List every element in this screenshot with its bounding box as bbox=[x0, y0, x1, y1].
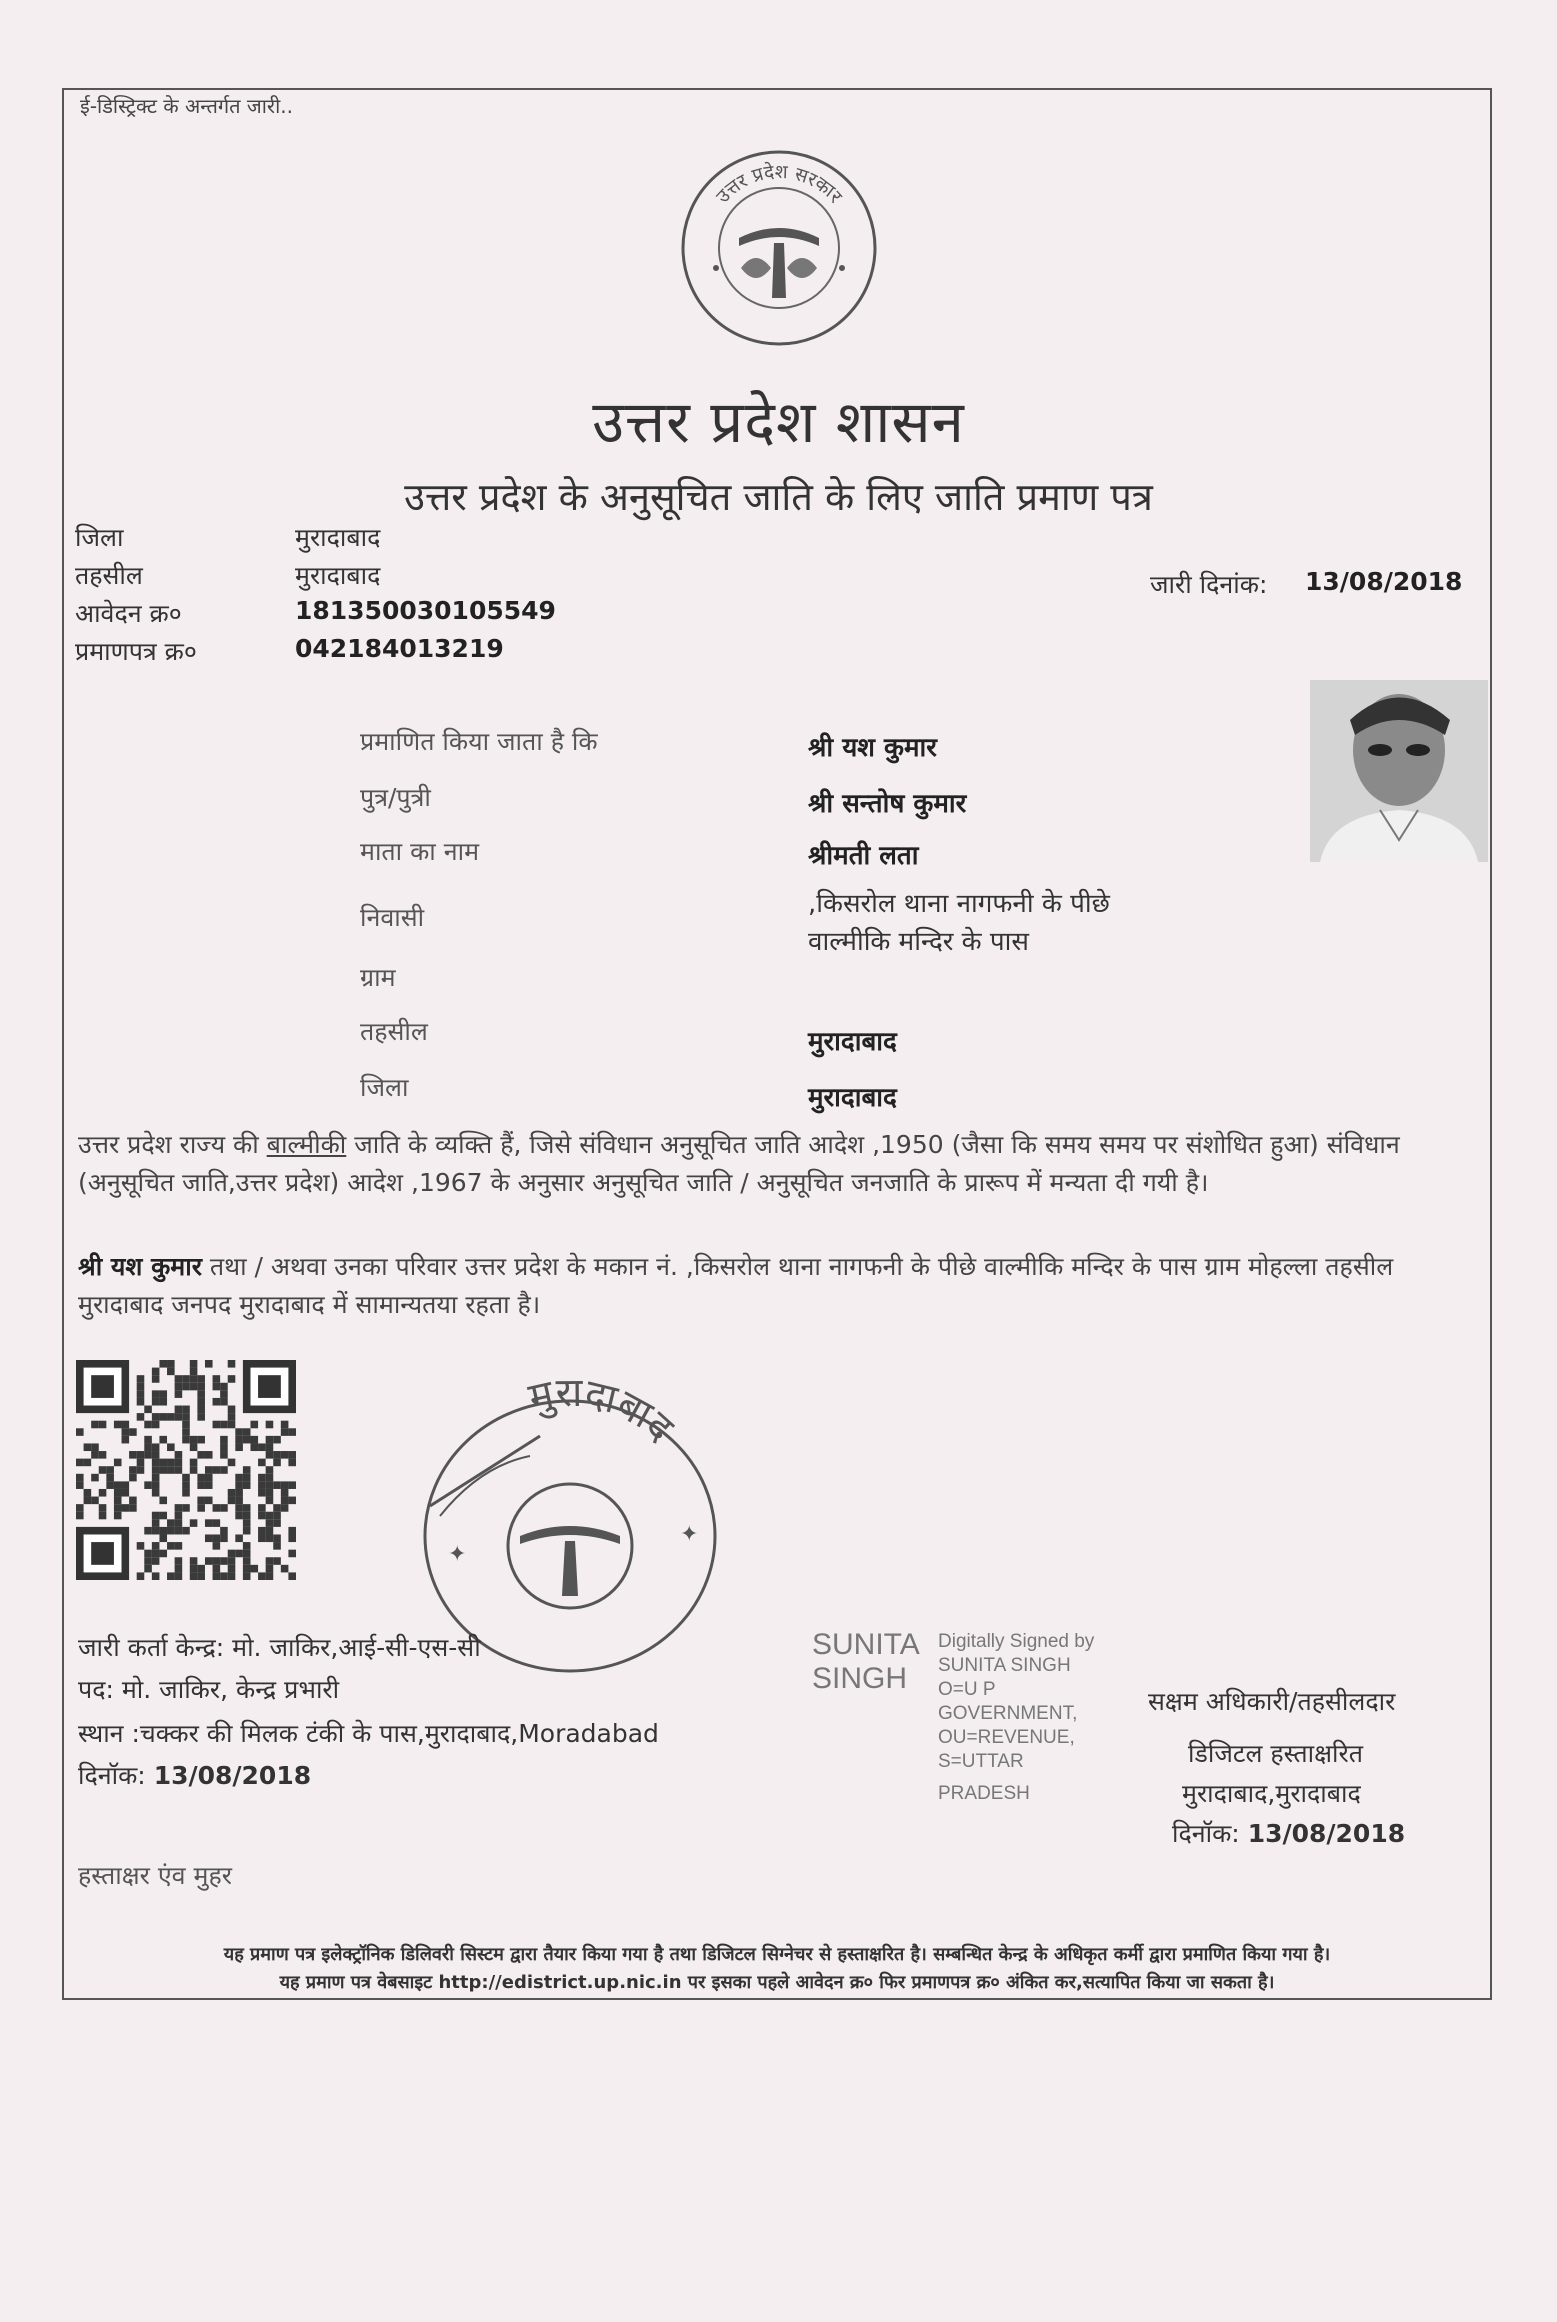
certificate-subtitle: उत्तर प्रदेश के अनुसूचित जाति के लिए जाति प्रमाण पत्र bbox=[404, 475, 1153, 519]
child-of-label: पुत्र/पुत्री bbox=[360, 783, 431, 812]
signer-name-line1: SUNITA bbox=[812, 1628, 920, 1661]
authority-place: मुरादाबाद,मुरादाबाद bbox=[1182, 1779, 1361, 1808]
applicant-name: श्री यश कुमार bbox=[808, 733, 937, 763]
svg-text:मुरादाबाद bbox=[525, 1376, 683, 1452]
footer-line2: यह प्रमाण पत्र वेबसाइट http://edistrict.up.nic.in पर इसका पहले आवेदन क्र० फिर प्रमाणपत्र क्र० अंकित कर,सत्यापित किया जा सकता है। bbox=[279, 1972, 1275, 1993]
resident-label: निवासी bbox=[360, 903, 425, 932]
field-tehsil-value: मुरादाबाद bbox=[808, 1027, 897, 1057]
resident-address-line2: वाल्मीकि मन्दिर के पास bbox=[808, 927, 1029, 957]
signer-name bbox=[812, 1628, 920, 1696]
issuer-place-label: स्थान : bbox=[78, 1719, 140, 1748]
resident-address-line1: ,किसरोल थाना नागफनी के पीछे bbox=[808, 889, 1110, 919]
page-title: उत्तर प्रदेश शासन bbox=[592, 388, 965, 456]
issuer-place bbox=[78, 1716, 659, 1750]
issuer-center-value: मो. जाकिर,आई-सी-एस-सी bbox=[232, 1633, 481, 1662]
state-emblem-seal bbox=[676, 148, 882, 348]
issuer-date bbox=[78, 1758, 311, 1792]
sig-detail: OU=REVENUE, bbox=[938, 1727, 1075, 1748]
application-number: 181350030105549 bbox=[295, 596, 556, 625]
certify-label: प्रमाणित किया जाता है कि bbox=[360, 727, 598, 756]
issuer-post-label: पद: bbox=[78, 1675, 114, 1704]
authority-date-value: 13/08/2018 bbox=[1247, 1819, 1406, 1848]
para1-after: जाति के व्यक्ति हैं, जिसे संविधान अनुसूचित जाति आदेश ,1950 (जैसा कि समय समय पर संशोधित हुआ) संविधान (अनुसूचित जाति,उत्तर प्रदेश) आदेश ,1967 के अनुसार अनुसूचित जाति / अनुसूचित जनजाति के प्रारूप में मन्यता दी गयी है। bbox=[78, 1130, 1400, 1197]
certificate-label: प्रमाणपत्र क्र० bbox=[75, 637, 197, 666]
authority-date bbox=[1172, 1816, 1405, 1850]
caste-name: बाल्मीकी bbox=[266, 1130, 347, 1159]
issuer-post-value: मो. जाकिर, केन्द्र प्रभारी bbox=[121, 1675, 340, 1704]
svg-text:✦: ✦ bbox=[448, 1542, 467, 1567]
village-label: ग्राम bbox=[360, 963, 396, 992]
certificate-number: 042184013219 bbox=[295, 634, 504, 663]
para2-text: तथा / अथवा उनका परिवार उत्तर प्रदेश के मकान नं. ,किसरोल थाना नागफनी के पीछे वाल्मीकि मन्दिर के पास ग्राम मोहल्ला तहसील मुरादाबाद जनपद मुरादाबाद में सामान्यतया रहता है। bbox=[78, 1252, 1394, 1319]
issuer-post bbox=[78, 1672, 339, 1706]
residence-paragraph bbox=[78, 1248, 1478, 1324]
issue-date-value: 13/08/2018 bbox=[1305, 567, 1463, 596]
issuer-center-label: जारी कर्ता केन्द्र: bbox=[78, 1633, 225, 1662]
signer-name-line2: SINGH bbox=[812, 1662, 908, 1695]
application-label: आवेदन क्र० bbox=[75, 599, 182, 628]
sig-detail: S=UTTAR bbox=[938, 1751, 1024, 1772]
field-district-label: जिला bbox=[360, 1073, 409, 1102]
tehsil-value: मुरादाबाद bbox=[295, 561, 381, 590]
sig-detail: Digitally Signed by bbox=[938, 1631, 1095, 1652]
father-name: श्री सन्तोष कुमार bbox=[808, 789, 967, 819]
issuer-date-value: 13/08/2018 bbox=[153, 1761, 312, 1790]
authority-date-label: दिनॉक: bbox=[1172, 1819, 1240, 1848]
issuer-date-label: दिनॉक: bbox=[78, 1761, 146, 1790]
signature-seal-label: हस्ताक्षर एंव मुहर bbox=[78, 1861, 232, 1890]
issuer-place-value: चक्कर की मिलक टंकी के पास,मुरादाबाद,Moradabad bbox=[139, 1719, 659, 1748]
seal-text: उत्तर प्रदेश सरकार bbox=[711, 160, 847, 208]
sig-detail: PRADESH bbox=[938, 1783, 1030, 1804]
field-tehsil-label: तहसील bbox=[360, 1017, 428, 1046]
header-note: ई-डिस्ट्रिक्ट के अन्तर्गत जारी.. bbox=[80, 94, 293, 118]
caste-declaration-paragraph bbox=[78, 1126, 1478, 1202]
qr-code bbox=[76, 1360, 296, 1580]
authority-signed: डिजिटल हस्ताक्षरित bbox=[1188, 1739, 1363, 1768]
stamp-text: मुरादाबाद bbox=[524, 1376, 683, 1452]
tehsil-label: तहसील bbox=[75, 561, 143, 590]
para2-name: श्री यश कुमार bbox=[78, 1252, 202, 1281]
authority-title: सक्षम अधिकारी/तहसीलदार bbox=[1148, 1687, 1396, 1716]
mother-label: माता का नाम bbox=[360, 837, 480, 866]
digital-signature-details bbox=[938, 1630, 1094, 1806]
field-district-value: मुरादाबाद bbox=[808, 1083, 897, 1113]
issue-date-label: जारी दिनांक: bbox=[1150, 570, 1268, 599]
para1-before: उत्तर प्रदेश राज्य की bbox=[78, 1130, 267, 1159]
sig-detail: GOVERNMENT, bbox=[938, 1703, 1078, 1724]
sig-detail: O=U P bbox=[938, 1679, 996, 1700]
sig-detail: SUNITA SINGH bbox=[938, 1655, 1071, 1676]
issuer-center bbox=[78, 1630, 481, 1664]
district-label: जिला bbox=[75, 523, 124, 552]
svg-text:उत्तर प्रदेश सरकार bbox=[712, 160, 847, 208]
mother-name: श्रीमती लता bbox=[808, 841, 919, 871]
footer-line1: यह प्रमाण पत्र इलेक्ट्रॉनिक डिलिवरी सिस्टम द्वारा तैयार किया गया है तथा डिजिटल सिग्नेचर से हस्ताक्षरित है। सम्बन्धित केन्द्र के अधिकृत कर्मी द्वारा प्रमाणित किया गया है। bbox=[223, 1944, 1331, 1965]
district-value: मुरादाबाद bbox=[295, 523, 381, 552]
svg-text:✦: ✦ bbox=[680, 1522, 699, 1547]
applicant-photo bbox=[1310, 680, 1488, 862]
